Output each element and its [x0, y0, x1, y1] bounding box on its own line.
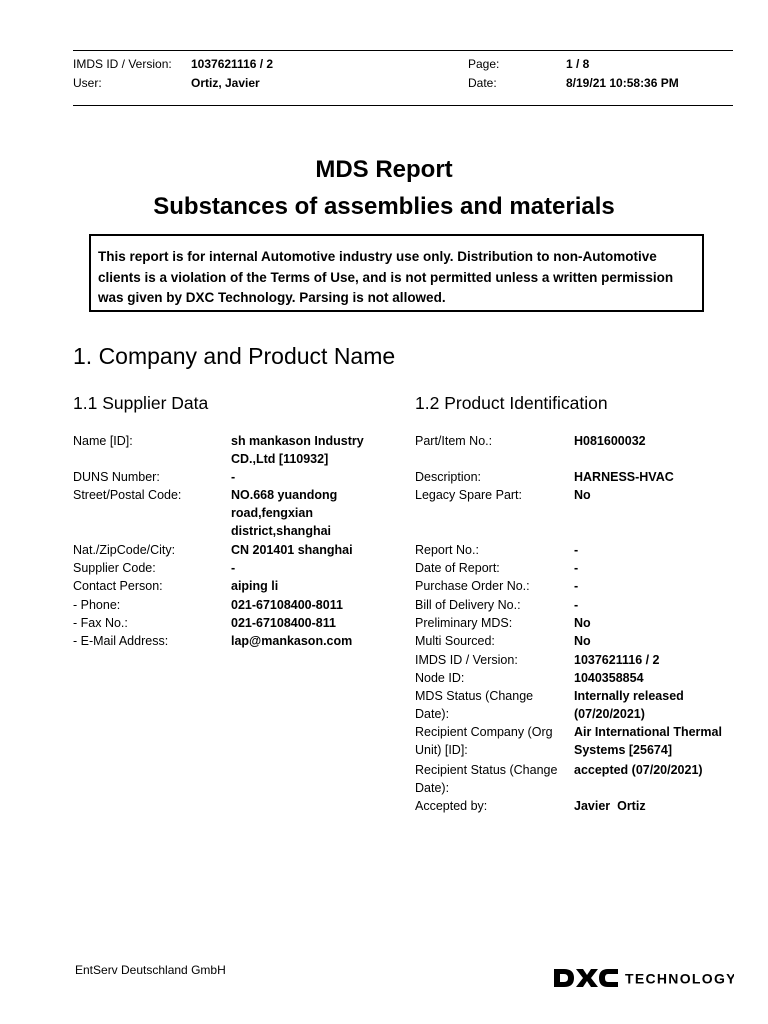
accepted-by-label: Accepted by:: [415, 799, 488, 813]
fax-value: 021-67108400-811: [231, 616, 336, 630]
report-no-value: -: [574, 543, 579, 557]
recipient-company-value: Air International Thermal Systems [25674]: [574, 725, 722, 758]
fax-label: - Fax No.:: [73, 616, 128, 630]
report-subtitle: Substances of assemblies and materials: [153, 193, 615, 220]
product-imds-id-value: 1037621116 / 2: [574, 653, 660, 667]
bill-of-delivery-label: Bill of Delivery No.:: [415, 598, 521, 612]
street-value: NO.668 yuandong road,fengxian district,shanghai: [231, 488, 338, 539]
imds-id-value: 1037621116 / 2: [191, 57, 274, 71]
header-bottom-rule: [73, 105, 733, 106]
part-item-no-value: H081600032: [574, 434, 646, 448]
section-heading-company-product: 1. Company and Product Name: [73, 343, 396, 369]
nat-zip-city-value: CN 201401 shanghai: [231, 543, 353, 557]
recipient-status-value: accepted (07/20/2021): [574, 763, 703, 777]
header-top-rule: [73, 50, 733, 51]
report-no-label: Report No.:: [415, 543, 479, 557]
supplier-code-value: -: [231, 561, 236, 575]
date-value: 8/19/21 10:58:36 PM: [566, 76, 679, 90]
contact-person-label: Contact Person:: [73, 579, 163, 593]
user-label: User:: [73, 76, 102, 90]
usage-notice: This report is for internal Automotive industry use only. Distribution to non-Automotive clients is a violation of the Terms of Use, and is not permitted unless a written permission was given by DXC Technology. Parsing is not allowed.: [89, 234, 704, 312]
supplier-name-label: Name [ID]:: [73, 434, 133, 448]
multi-sourced-value: No: [574, 634, 591, 648]
preliminary-mds-label: Preliminary MDS:: [415, 616, 513, 630]
product-identification-heading: 1.2 Product Identification: [415, 393, 608, 413]
supplier-name-value: sh mankason Industry CD.,Ltd [110932]: [231, 434, 364, 467]
email-value: lap@mankason.com: [231, 634, 353, 648]
date-label: Date:: [468, 76, 497, 90]
date-of-report-label: Date of Report:: [415, 561, 500, 575]
report-title: MDS Report: [315, 156, 453, 183]
dxc-logo: [552, 964, 734, 992]
phone-label: - Phone:: [73, 598, 121, 612]
logo-wordmark: TECHNOLOGY: [625, 970, 734, 987]
description-value: HARNESS-HVAC: [574, 470, 674, 484]
multi-sourced-label: Multi Sourced:: [415, 634, 495, 648]
legacy-spare-part-label: Legacy Spare Part:: [415, 488, 523, 502]
supplier-code-label: Supplier Code:: [73, 561, 156, 575]
page-label: Page:: [468, 57, 500, 71]
nat-zip-city-label: Nat./ZipCode/City:: [73, 543, 176, 557]
street-label: Street/Postal Code:: [73, 488, 182, 502]
supplier-data-heading: 1.1 Supplier Data: [73, 393, 209, 413]
description-label: Description:: [415, 470, 481, 484]
phone-value: 021-67108400-8011: [231, 598, 343, 612]
mds-status-label: MDS Status (Change Date):: [415, 689, 534, 722]
duns-label: DUNS Number:: [73, 470, 160, 484]
footer-company: EntServ Deutschland GmbH: [75, 963, 226, 977]
mds-status-value: Internally released (07/20/2021): [574, 689, 684, 722]
legacy-spare-part-value: No: [574, 488, 591, 502]
duns-value: -: [231, 470, 236, 484]
recipient-company-label: Recipient Company (Org Unit) [ID]:: [415, 725, 553, 758]
recipient-status-label: Recipient Status (Change Date):: [415, 763, 558, 796]
imds-id-label: IMDS ID / Version:: [73, 57, 172, 71]
part-item-no-label: Part/Item No.:: [415, 434, 493, 448]
bill-of-delivery-value: -: [574, 598, 579, 612]
node-id-label: Node ID:: [415, 671, 465, 685]
node-id-value: 1040358854: [574, 671, 644, 685]
page-number: 1 / 8: [566, 57, 590, 71]
user-value: Ortiz, Javier: [191, 76, 260, 90]
purchase-order-value: -: [574, 579, 579, 593]
preliminary-mds-value: No: [574, 616, 591, 630]
contact-person-value: aiping li: [231, 579, 279, 593]
purchase-order-label: Purchase Order No.:: [415, 579, 530, 593]
product-imds-id-label: IMDS ID / Version:: [415, 653, 518, 667]
date-of-report-value: -: [574, 561, 579, 575]
email-label: - E-Mail Address:: [73, 634, 169, 648]
accepted-by-value: Javier Ortiz: [574, 799, 646, 813]
